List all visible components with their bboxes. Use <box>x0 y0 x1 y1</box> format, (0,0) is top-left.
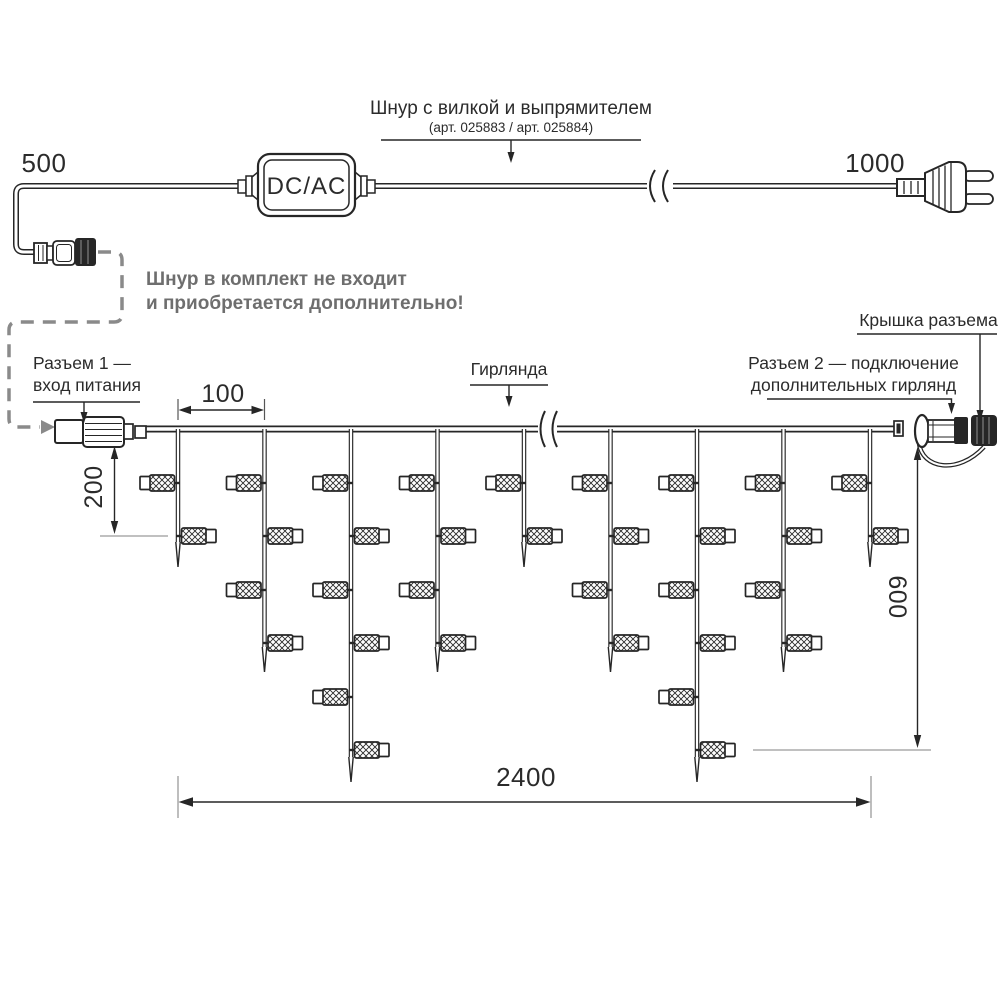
connector-cap-icon <box>971 415 997 446</box>
cord-subtitle: (арт. 025883 / арт. 025884) <box>428 120 594 135</box>
cap-label: Крышка разъема <box>859 310 998 330</box>
cord-title-leader <box>381 140 641 163</box>
cord-title: Шнур с вилкой и выпрямителем <box>370 98 652 119</box>
connector2-label-line1: Разъем 2 — подключение <box>748 353 959 373</box>
garland-label: Гирлянда <box>470 359 548 379</box>
dim-100-label: 100 <box>201 380 245 408</box>
garland-break-mark <box>538 411 557 447</box>
connector2-label-line2: дополнительных гирлянд <box>750 374 957 395</box>
connector1-label-line1: Разъем 1 — <box>33 353 131 373</box>
power-cord-connector-icon <box>34 238 96 266</box>
cord-length-left-label: 500 <box>21 148 67 178</box>
cord-break-mark <box>647 169 673 203</box>
connector2-icon <box>894 415 984 465</box>
dc-ac-label: DC/AC <box>266 173 347 200</box>
icicle-drops <box>140 429 908 782</box>
dashed-connection-path <box>9 252 122 434</box>
connector1-label-line2: вход питания <box>33 374 141 395</box>
garland-label-leader <box>470 385 548 407</box>
power-cord-wire <box>16 186 898 252</box>
connector1-icon <box>55 417 146 447</box>
cord-length-right-label: 1000 <box>845 148 905 178</box>
dim-200-label: 200 <box>80 465 108 509</box>
dim-600-label: 600 <box>883 575 911 619</box>
cord-note-line1: Шнур в комплект не входит <box>146 269 407 290</box>
connector2-leader <box>767 399 955 414</box>
dim-2400-label: 2400 <box>496 762 556 792</box>
cord-note-line2: и приобретается дополнительно! <box>146 292 464 314</box>
